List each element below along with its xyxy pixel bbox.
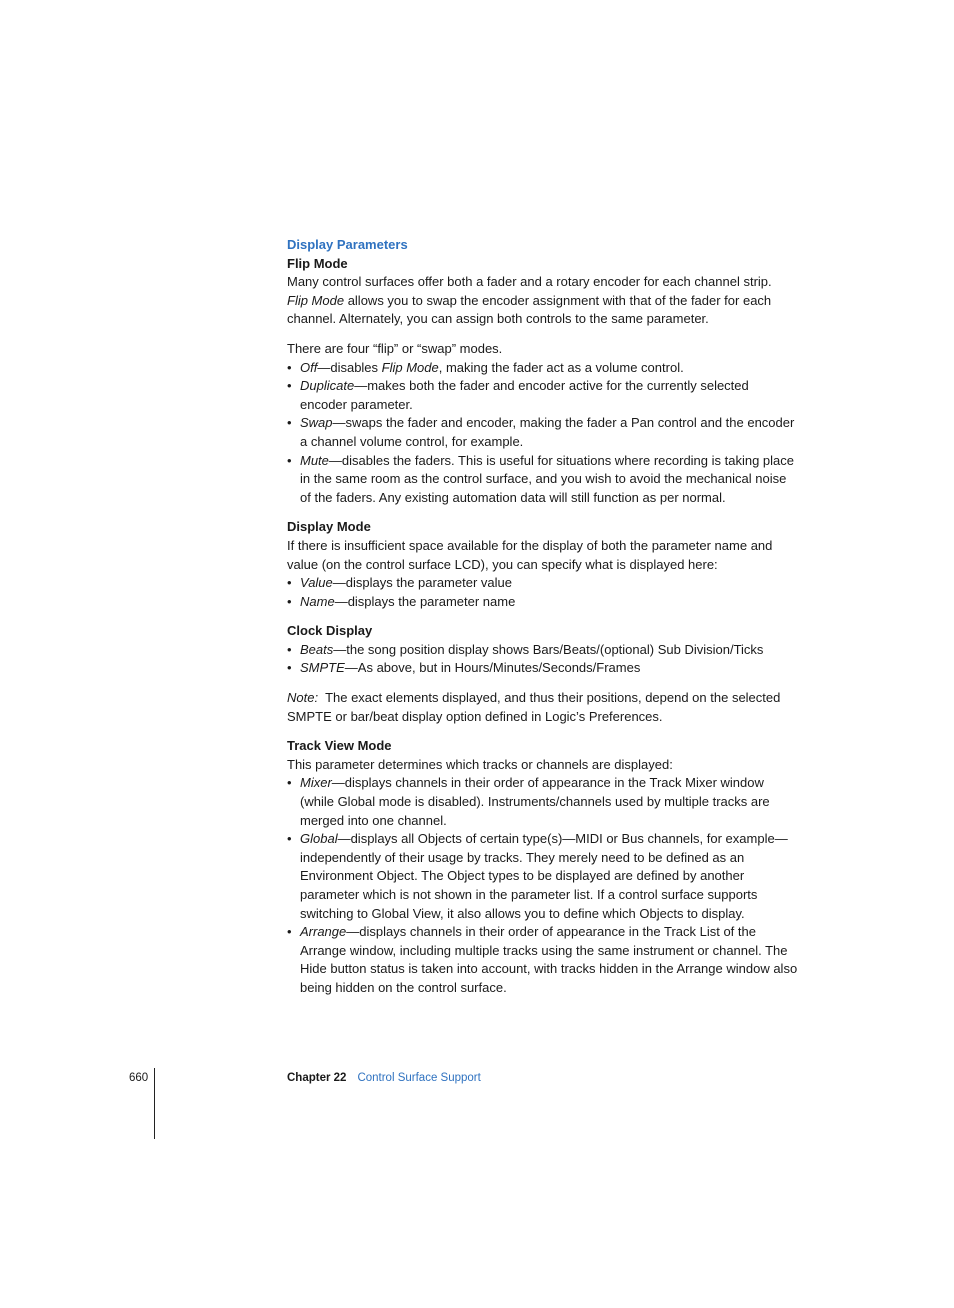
flip-mode-heading: Flip Mode xyxy=(287,255,348,271)
list-item-term: Mute xyxy=(300,452,329,468)
clock-display-list xyxy=(287,641,799,678)
list-item-text: —disables xyxy=(317,359,382,375)
list-item-text: —swaps the fader and encoder, making the fader a Pan control and the encoder a channel volume control, for example. xyxy=(300,415,795,449)
list-item-term: Global xyxy=(300,831,338,847)
list-item-text: —displays the parameter value xyxy=(332,575,512,591)
clock-display-heading: Clock Display xyxy=(287,623,373,639)
list-item: • Swap—swaps the fader and encoder, making the fader a Pan control and the encoder a channel volume control, for example. xyxy=(287,415,795,449)
list-item-text: —displays all Objects of certain type(s)—MIDI or Bus channels, for example—independently of their usage by tracks. They merely need to be defined as an Environment Object. The Object types to be displayed are defined by another parameter which is not shown in the parameter list. If a control surface supports switching to Global View, it also allows you to define which Objects to display. xyxy=(300,831,788,921)
list-item-text: —displays channels in their order of appearance in the Track List of the Arrange window, including multiple tracks using the same instrument or channel. The Hide button status is taken into account, with tracks hidden in the Arrange window also being hidden on the control surface. xyxy=(300,924,798,995)
display-mode-list xyxy=(287,574,799,611)
display-mode-heading: Display Mode xyxy=(287,519,371,535)
track-view-mode-paragraph: This parameter determines which tracks or channels are displayed: xyxy=(287,756,673,772)
list-item-term: Beats xyxy=(300,641,334,657)
chapter-footer xyxy=(287,1070,481,1086)
list-item-text: —disables the faders. This is useful for situations where recording is taking place in the same room as the control surface, and you wish to avoid the mechanical noise of the faders. Any existing automation data will still function as per normal. xyxy=(300,452,795,505)
page-number: 660 xyxy=(129,1072,149,1084)
note-text: The exact elements displayed, and thus their positions, depend on the selected SMPTE or bar/beat display option defined in Logic’s Preferences. xyxy=(287,690,784,724)
flip-mode-paragraph-2 xyxy=(287,292,799,329)
flip-modes-list xyxy=(287,359,799,508)
chapter-label: Chapter 22 xyxy=(287,1072,347,1084)
flip-mode-paragraph-1: Many control surfaces offer both a fader and a rotary encoder for each channel strip. xyxy=(287,274,772,290)
list-item-text: —displays channels in their order of appearance in the Track Mixer window (while Global mode is disabled). Instruments/channels used by multiple tracks are merged into one channel. xyxy=(300,775,770,828)
flip-mode-term: Flip Mode xyxy=(287,292,345,308)
list-item-text: —makes both the fader and encoder active for the currently selected encoder parameter. xyxy=(300,378,749,412)
list-item: • SMPTE—As above, but in Hours/Minutes/Seconds/Frames xyxy=(287,660,641,676)
track-view-mode-heading: Track View Mode xyxy=(287,738,392,754)
note-label: Note: xyxy=(287,690,319,706)
track-view-mode-list xyxy=(287,774,799,997)
list-item: • Off—disables Flip Mode, making the fader act as a volume control. xyxy=(287,359,684,375)
list-item-text: —the song position display shows Bars/Beats/(optional) Sub Division/Ticks xyxy=(333,641,764,657)
list-item: • Duplicate—makes both the fader and encoder active for the currently selected encoder parameter. xyxy=(287,378,749,412)
list-item: • Global—displays all Objects of certain type(s)—MIDI or Bus channels, for example—independently of their usage by tracks. They merely need to be defined as an Environment Object. The Object types to be displayed are defined by another parameter which is not shown in the parameter list. If a control surface supports switching to Global View, it also allows you to define which Objects to display. xyxy=(287,831,788,921)
flip-mode-paragraph-2-text: allows you to swap the encoder assignment with that of the fader for each channel. Alternately, you can assign both controls to the same parameter. xyxy=(287,292,772,327)
list-item-text: —displays the parameter name xyxy=(334,593,516,609)
chapter-title-link[interactable]: Control Surface Support xyxy=(357,1072,481,1084)
display-mode-paragraph: If there is insufficient space available for the display of both the parameter name and value (on the control surface LCD), you can specify what is displayed here: xyxy=(287,537,773,572)
list-item-term: Value xyxy=(300,575,333,591)
list-item-term: Name xyxy=(300,593,335,609)
list-item-term: Swap xyxy=(300,415,333,431)
list-item-term: Off xyxy=(300,359,318,375)
list-item: • Mixer—displays channels in their order of appearance in the Track Mixer window (while Global mode is disabled). Instruments/channels used by multiple tracks are merged into one channel. xyxy=(287,775,770,828)
list-item-text: , making the fader act as a volume control. xyxy=(438,359,684,375)
list-item: • Mute—disables the faders. This is useful for situations where recording is taking place in the same room as the control surface, and you wish to avoid the mechanical noise of the faders. Any existing automation data will still function as per normal. xyxy=(287,452,795,505)
list-item: • Name—displays the parameter name xyxy=(287,593,516,609)
list-item-term: Mixer xyxy=(300,775,332,791)
list-item-term: Flip Mode xyxy=(381,359,439,375)
footer-divider xyxy=(154,1068,155,1139)
list-item-term: Arrange xyxy=(300,924,347,940)
list-item: • Beats—the song position display shows Bars/Beats/(optional) Sub Division/Ticks xyxy=(287,641,764,657)
list-item: • Value—displays the parameter value xyxy=(287,575,512,591)
flip-modes-intro: There are four “flip” or “swap” modes. xyxy=(287,340,503,356)
list-item: • Arrange—displays channels in their order of appearance in the Track List of the Arrange window, including multiple tracks using the same instrument or channel. The Hide button status is taken into account, with tracks hidden in the Arrange window also being hidden on the control surface. xyxy=(287,924,798,995)
list-item-term: Duplicate xyxy=(300,378,355,394)
list-item-term: SMPTE xyxy=(300,660,345,676)
list-item-text: —As above, but in Hours/Minutes/Seconds/Frames xyxy=(344,660,641,676)
note-paragraph xyxy=(287,689,799,726)
section-title: Display Parameters xyxy=(287,237,408,252)
page-content xyxy=(287,236,799,998)
